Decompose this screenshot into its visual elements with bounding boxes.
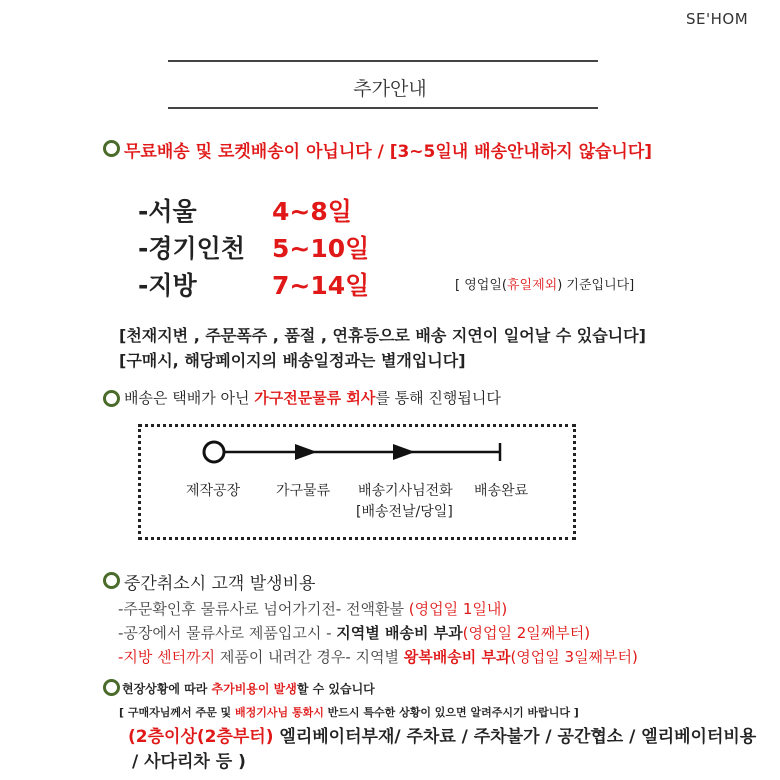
- days-gyeonggi-incheon: 5~10일: [272, 234, 370, 263]
- cost-list-line-2: / 사다리차 등 ): [132, 752, 246, 772]
- days-local: 7~14일: [272, 271, 370, 300]
- flow-step-delivered: 배송완료: [474, 483, 529, 499]
- region-local: -지방: [138, 271, 197, 300]
- flow-arrow-icon: [393, 444, 415, 460]
- bullet-circle-icon: [103, 572, 120, 589]
- flow-arrow-icon: [295, 444, 317, 460]
- flow-step-driver-call-note: [배송전날/당일]: [356, 504, 453, 520]
- delay-notice-1: [천재지변 , 주문폭주 , 품절 , 연휴등으로 배송 지연이 일어날 수 있습니다]: [119, 326, 646, 345]
- delay-notice-2: [구매시, 해당페이지의 배송일정과는 별개입니다]: [119, 351, 466, 370]
- flow-step-factory: 제작공장: [186, 483, 241, 499]
- cancel-item-3: -지방 센터까지 제품이 내려간 경우- 지역별 왕복배송비 부과(영업일 3일째부터): [118, 648, 638, 666]
- business-day-note: [ 영업일(휴일제외) 기준입니다]: [455, 278, 635, 293]
- bullet-circle-icon: [103, 390, 120, 407]
- region-seoul: -서울: [138, 197, 197, 226]
- cost-list-line-1: (2층이상(2층부터) 엘리베이터부재/ 주차료 / 주차불가 / 공간협소 / 엘리베이터비용: [128, 727, 757, 747]
- cancel-item-1: -주문확인후 물류사로 넘어가기전- 전액환불 (영업일 1일내): [118, 600, 508, 618]
- title-rule-top: [168, 60, 598, 62]
- bullet-circle-icon: [103, 679, 120, 696]
- cancel-item-2: -공장에서 물류사로 제품입고시 - 지역별 배송비 부과(영업일 2일째부터): [118, 624, 591, 642]
- shipping-notice: 무료배송 및 로켓배송이 아닙니다 / [3~5일내 배송안내하지 않습니다]: [124, 142, 653, 162]
- days-seoul: 4~8일: [272, 197, 352, 226]
- brand-logo: SE'HOM: [686, 10, 749, 28]
- title-rule-bottom: [168, 107, 598, 109]
- delivery-flow-diagram: [195, 436, 515, 468]
- request-note: [ 구매자님께서 주문 및 배정기사님 통화시 반드시 특수한 상황이 있으면 알려주시기 바랍니다 ]: [119, 706, 579, 719]
- flow-step-logistics: 가구물류: [276, 483, 331, 499]
- page-title: 추가안내: [353, 78, 427, 100]
- region-gyeonggi-incheon: -경기인천: [138, 234, 245, 263]
- logistics-note: 배송은 택배가 아닌 가구전문물류 회사를 통해 진행됩니다: [124, 389, 501, 407]
- flow-start-circle-icon: [204, 442, 224, 462]
- flow-step-driver-call: 배송기사님전화: [358, 483, 453, 499]
- bullet-circle-icon: [103, 140, 120, 157]
- extra-cost-note: 현장상황에 따라 추가비용이 발생할 수 있습니다: [122, 682, 375, 696]
- cancel-heading: 중간취소시 고객 발생비용: [124, 574, 316, 594]
